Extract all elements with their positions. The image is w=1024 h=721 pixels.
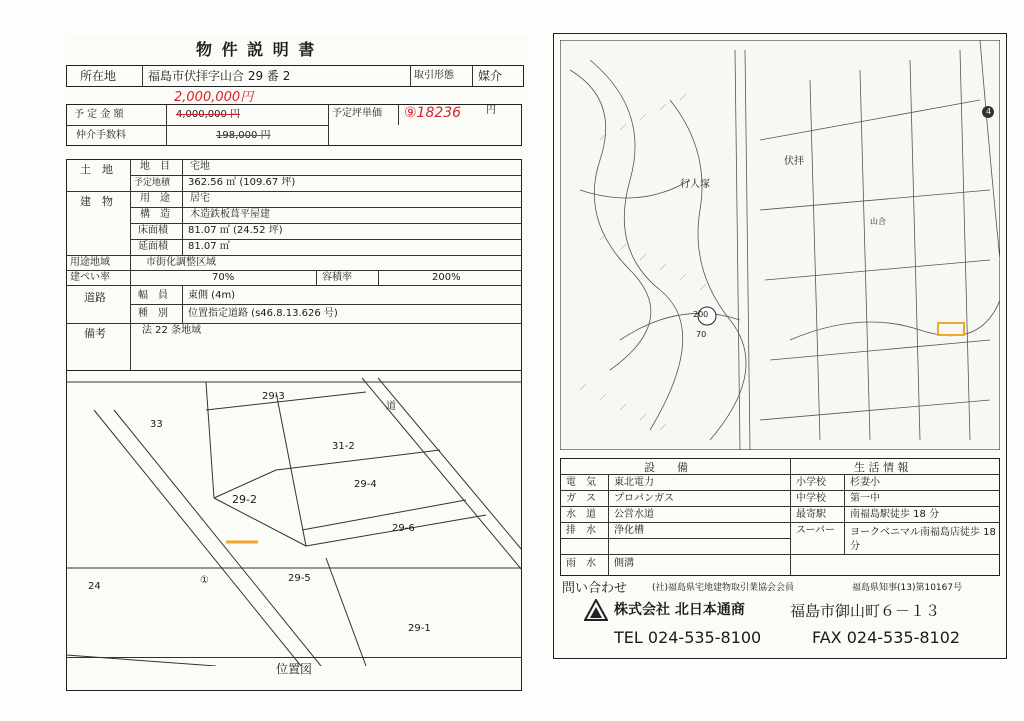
facility-label: ガ ス xyxy=(566,493,596,504)
plot-label: 29-4 xyxy=(354,479,377,490)
zoning-value: 市街化調整区域 xyxy=(146,257,216,268)
facility-label: 排 水 xyxy=(566,525,596,536)
map-label: 行人塚 xyxy=(680,179,710,190)
price-new: 2,000,000円 xyxy=(174,90,254,105)
use-value: 居宅 xyxy=(190,193,210,204)
use-label: 用 途 xyxy=(140,193,170,204)
unit-price-suffix: 円 xyxy=(486,105,496,116)
location-label: 所在地 xyxy=(80,69,117,83)
property-sheet xyxy=(66,36,528,691)
association: (社)福島県宅地建物取引業協会会員 xyxy=(652,583,795,593)
location-row xyxy=(66,65,524,87)
land-area-value: 362.56 ㎡ (109.67 坪) xyxy=(188,177,296,188)
far-value: 200% xyxy=(432,272,461,283)
deal-type-label: 取引形態 xyxy=(414,70,454,81)
life-header: 生 活 情 報 xyxy=(854,461,909,474)
company-tel: TEL 024-535-8100 xyxy=(614,628,762,647)
chimoku-value: 宅地 xyxy=(190,161,210,172)
facility-value: 側溝 xyxy=(614,558,634,569)
road-type-label: 種 別 xyxy=(138,308,168,319)
plot-label: 29-3 xyxy=(262,391,285,402)
facility-label: 電 気 xyxy=(566,477,596,488)
company-logo-icon xyxy=(584,599,608,621)
inquiry-label: 問い合わせ xyxy=(562,581,628,596)
structure-value: 木造鉄板葺平屋建 xyxy=(190,209,270,220)
land-label: 土 地 xyxy=(80,163,113,176)
structure-label: 構 造 xyxy=(140,209,170,220)
fee-value: 198,000 円 xyxy=(216,130,271,141)
facility-label: 水 道 xyxy=(566,509,596,520)
plot-label: 29-1 xyxy=(408,623,431,634)
life-value: 杉妻小 xyxy=(850,477,880,488)
sheet-title: 物 件 説 明 書 xyxy=(196,40,317,59)
plot-label: 33 xyxy=(150,419,163,430)
facility-value: プロパンガス xyxy=(614,493,674,504)
plot-label: 31-2 xyxy=(332,441,355,452)
remarks-label: 備考 xyxy=(84,327,106,340)
company-name: 株式会社 北日本通商 xyxy=(614,602,745,618)
price-label: 予 定 金 額 xyxy=(74,109,124,120)
road-width-value: 東側 (4m) xyxy=(188,290,236,301)
facilities-header: 設 備 xyxy=(644,461,688,474)
life-label: 中学校 xyxy=(796,493,826,504)
plot-map xyxy=(66,370,522,666)
license: 福島県知事(13)第10167号 xyxy=(852,583,963,593)
company-address: 福島市御山町６－１３ xyxy=(790,602,941,620)
facility-value: 公営水道 xyxy=(614,509,654,520)
price-old: 4,000,000 円 xyxy=(176,109,241,120)
floor-area-label: 床面積 xyxy=(138,225,168,236)
life-label: 小学校 xyxy=(796,477,826,488)
location-value: 福島市伏拝字山合 29 番 2 xyxy=(148,69,291,83)
unit-price-label: 予定坪単価 xyxy=(332,108,382,119)
life-value: 南福島駅徒歩 18 分 xyxy=(850,509,940,520)
facility-value: 浄化槽 xyxy=(614,525,644,536)
map-label: 4 xyxy=(986,107,992,116)
plot-label: 24 xyxy=(88,581,101,592)
floor-area-value: 81.07 ㎡ (24.52 坪) xyxy=(188,225,283,236)
remarks-value: 法 22 条地域 xyxy=(142,325,202,336)
area-sheet xyxy=(553,33,1007,659)
company-fax: FAX 024-535-8102 xyxy=(812,628,961,647)
road-type-value: 位置指定道路 (s46.8.13.626 号) xyxy=(188,308,338,319)
total-area-value: 81.07 ㎡ xyxy=(188,241,230,252)
building-label: 建 物 xyxy=(80,195,113,208)
total-area-label: 延面積 xyxy=(138,241,168,252)
bcr-value: 70% xyxy=(212,272,235,283)
land-area-label: 予定地積 xyxy=(134,178,171,188)
life-label: 最寄駅 xyxy=(796,509,826,520)
map-label: 山合 xyxy=(870,217,886,226)
far-label: 容積率 xyxy=(322,272,352,283)
chimoku-label: 地 目 xyxy=(140,161,170,172)
life-value: ヨークベニマル南福島店徒歩 18 分 xyxy=(850,527,996,552)
facility-value: 東北電力 xyxy=(614,477,654,488)
map-label: 伏拝 xyxy=(784,156,804,167)
road-width-label: 幅 員 xyxy=(138,290,168,301)
bcr-label: 建ぺい率 xyxy=(70,272,110,283)
area-map xyxy=(560,40,1000,450)
life-label: スーパー xyxy=(796,525,835,536)
map-label: 200 xyxy=(693,310,709,319)
zoning-label: 用途地域 xyxy=(70,257,110,268)
plot-label: ① xyxy=(200,575,209,586)
life-value: 第一中 xyxy=(850,493,880,504)
plot-label: 29-6 xyxy=(392,523,415,534)
fee-label: 仲介手数料 xyxy=(76,130,126,141)
unit-price-value: ⑨18236 xyxy=(404,105,462,121)
road-label: 道路 xyxy=(84,291,106,304)
map-label: 70 xyxy=(696,330,707,339)
facility-label: 雨 水 xyxy=(566,558,596,569)
plot-caption: 位置図 xyxy=(276,662,313,676)
plot-label-target: 29-2 xyxy=(232,493,257,506)
deal-type-value: 媒介 xyxy=(478,69,503,83)
plot-label: 29-5 xyxy=(288,573,311,584)
plot-label: 道 xyxy=(386,401,396,412)
